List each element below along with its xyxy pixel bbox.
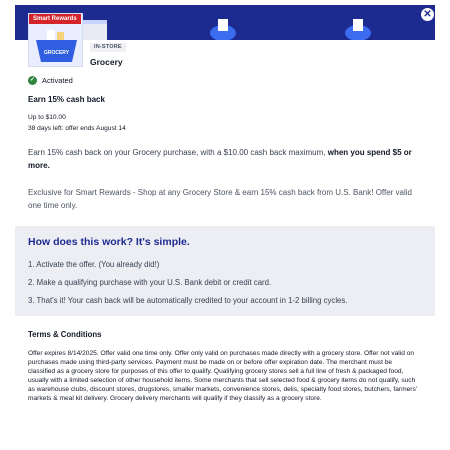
step-item: 1. Activate the offer. (You already did!)	[28, 260, 160, 269]
terms-title: Terms & Conditions	[28, 330, 102, 339]
offer-headline: Earn 15% cash back	[28, 95, 105, 104]
offer-exclusive-text: Exclusive for Smart Rewards - Shop at any Grocery Store & earn 15% cash back from U.S. Bank! Offer valid one time only.	[28, 188, 413, 210]
cashback-limit: Up to $10.00	[28, 114, 66, 121]
check-circle-icon: ✓	[29, 77, 36, 83]
grocery-basket-icon	[205, 17, 241, 40]
thumb-label: GROCERY	[43, 50, 70, 56]
description-condition: when you spend $5 or more.	[28, 148, 412, 170]
smart-rewards-badge: Smart Rewards	[29, 14, 81, 24]
step-item: 3. That's it! Your cash back will be automatically credited to your account in 1-2 billing cycles.	[28, 296, 348, 305]
close-icon[interactable]: ✕	[423, 8, 432, 20]
offer-thumbnail	[28, 13, 83, 67]
offer-description	[28, 147, 416, 172]
how-it-works-title: How does this work? It's simple.	[28, 236, 190, 248]
close-button[interactable]	[421, 8, 434, 21]
grocery-basket-icon	[33, 28, 80, 66]
grocery-basket-icon	[340, 17, 376, 40]
store-type-badge: IN-STORE	[90, 43, 126, 52]
how-it-works-panel	[15, 226, 435, 316]
status-label: Activated	[42, 76, 73, 85]
description-text: Earn 15% cash back on your Grocery purchase, with a $10.00 cash back maximum,	[28, 148, 326, 157]
days-left: 38 days left: offer ends August 14	[28, 125, 126, 132]
activation-status	[28, 76, 73, 85]
offer-category: Grocery	[90, 57, 123, 67]
terms-body: Offer expires 8/14/2025. Offer valid one time only. Offer only valid on purchases made directly with a grocery store. Offer not valid on purchases made using third-party services. Payment must be made on or before offer expiration date. The merchant must be classified as a grocery store for purposes of this offer to qualify. Qualifying grocery stores sell a full line of fresh & packaged food, usually with a limited selection of other household items. Some merchants that sell selected food & grocery items do not qualify, such as warehouse clubs, discount stores, drugstores, smaller markets, convenience stores, delis, specialty food stores, butchers, farmers' markets & meal kit delivery. Grocery delivery merchants will qualify if they classify as a grocery store.	[28, 350, 417, 402]
step-item: 2. Make a qualifying purchase with your U.S. Bank debit or credit card.	[28, 278, 272, 287]
